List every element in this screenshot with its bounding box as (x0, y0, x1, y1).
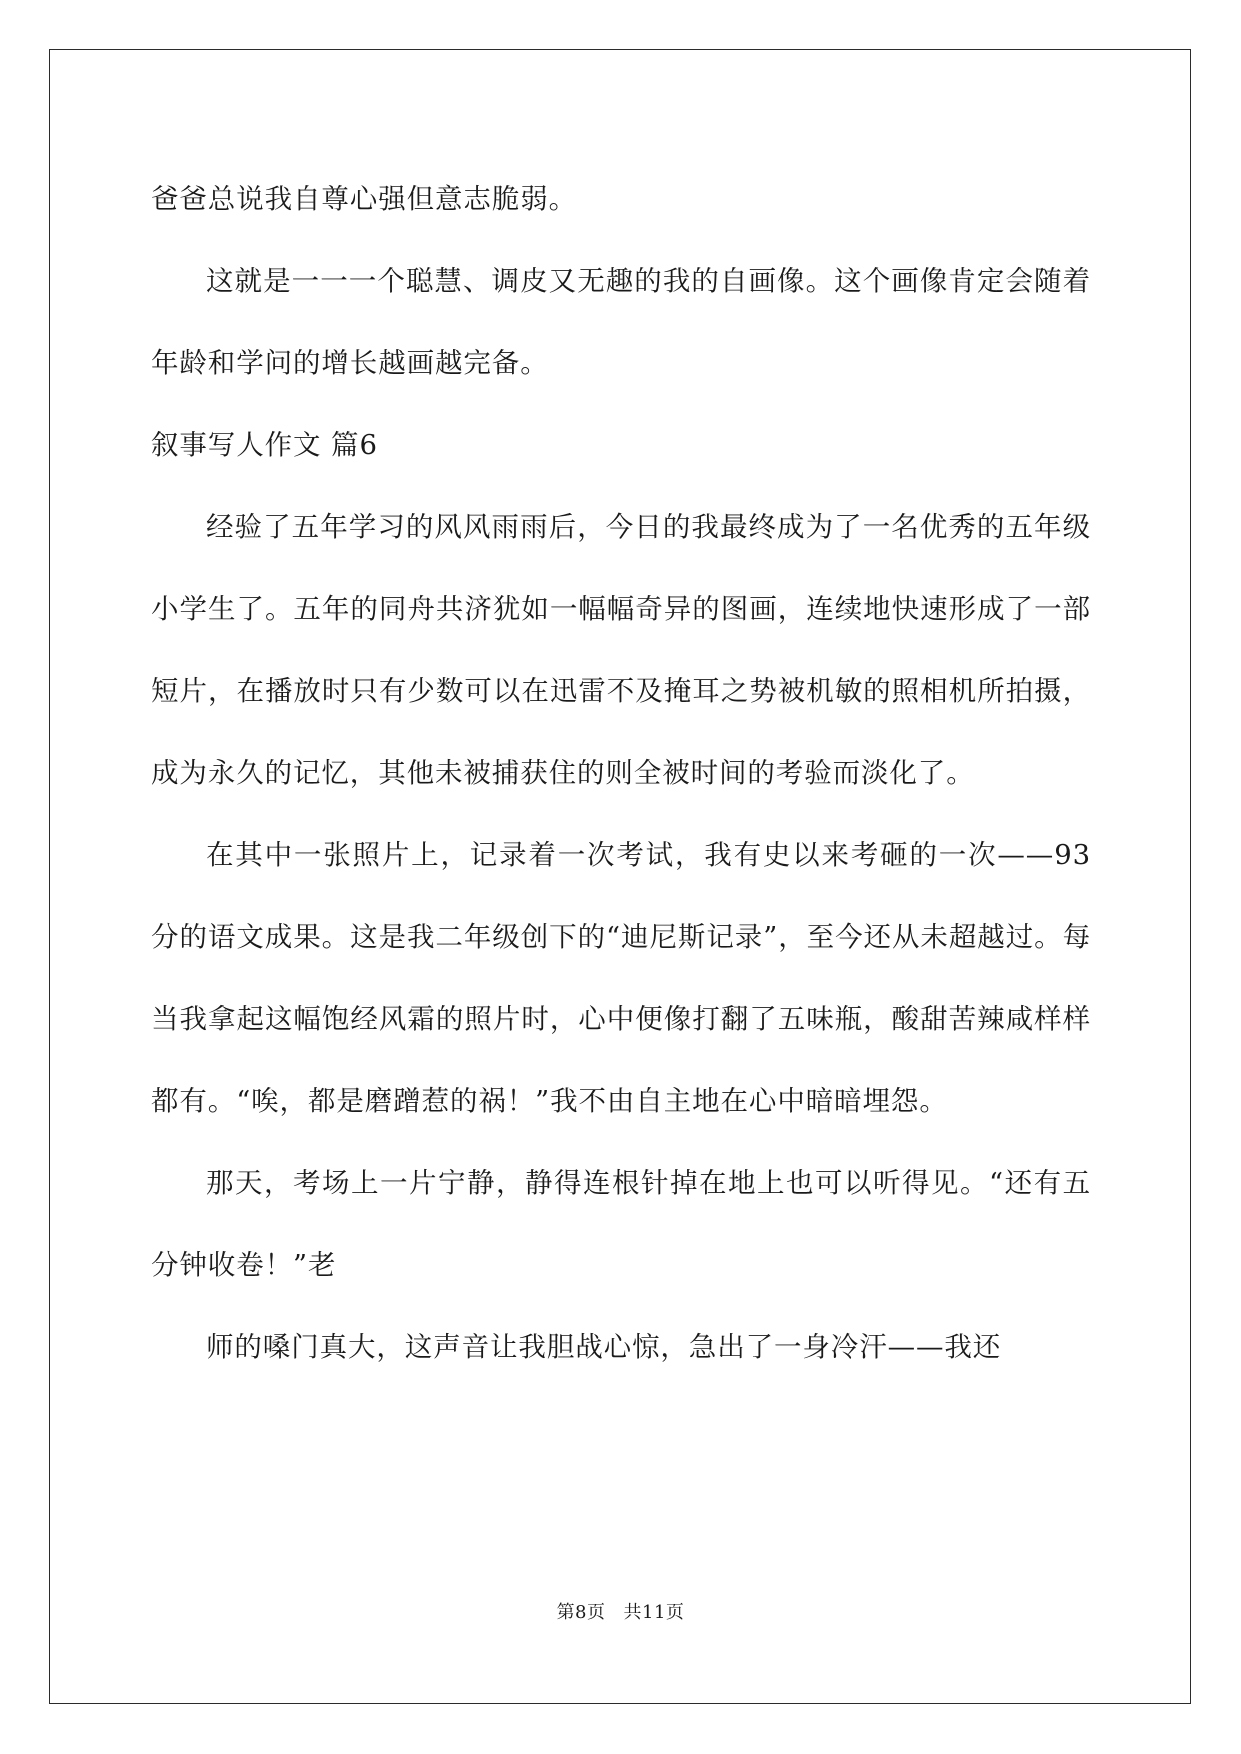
paragraph-6: 师的嗓门真大，这声音让我胆战心惊，急出了一身冷汗——我还 (206, 1331, 1002, 1363)
paragraph-5: 那天，考场上一片宁静，静得连根针掉在地上也可以听得见。“还有五分钟收卷！”老 (151, 1167, 1091, 1281)
paragraph-2: 这就是一一一个聪慧、调皮又无趣的我的自画像。这个画像肯定会随着年龄和学问的增长越画越完备。 (151, 265, 1091, 379)
paragraph-4: 在其中一张照片上，记录着一次考试，我有史以来考砸的一次——93分的语文成果。这是我二年级创下的“迪尼斯记录”，至今还从未超越过。每当我拿起这幅饱经风霜的照片时，心中便像打翻了五味瓶，酸甜苦辣咸样样都有。“唉，都是磨蹭惹的祸！”我不由自主地在心中暗暗埋怨。 (151, 839, 1091, 1117)
page-total: 共11页 (623, 1602, 685, 1623)
section-heading: 叙事写人作文 篇6 (151, 429, 378, 461)
document-body (151, 158, 1091, 1388)
paragraph-1: 爸爸总说我自尊心强但意志脆弱。 (151, 183, 577, 215)
page-footer (0, 1598, 1241, 1624)
page-number: 第8页 (556, 1602, 606, 1623)
paragraph-3: 经验了五年学习的风风雨雨后，今日的我最终成为了一名优秀的五年级小学生了。五年的同舟共济犹如一幅幅奇异的图画，连续地快速形成了一部短片，在播放时只有少数可以在迅雷不及掩耳之势被机敏的照相机所拍摄，成为永久的记忆，其他未被捕获住的则全被时间的考验而淡化了。 (151, 511, 1091, 789)
